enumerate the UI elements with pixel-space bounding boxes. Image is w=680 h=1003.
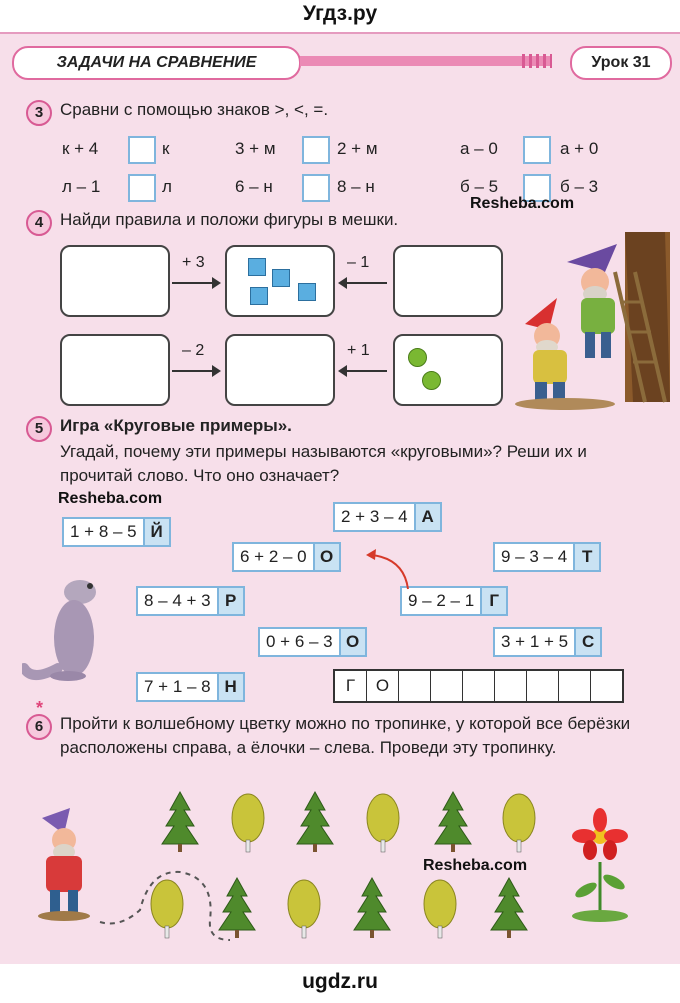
compare-left: 6 – н — [235, 177, 273, 196]
site-title-bottom: ugdz.ru — [302, 970, 378, 993]
example-expression: 6 + 2 – 0 — [240, 547, 307, 566]
compare-right: 8 – н — [337, 177, 375, 196]
compare-sign-box[interactable] — [302, 174, 330, 202]
compare-sign-box[interactable] — [302, 136, 330, 164]
task-5-title: Игра «Круговые примеры». — [60, 416, 292, 435]
answer-cell[interactable]: Г — [335, 671, 367, 701]
watermark: Resheba.com — [58, 490, 163, 507]
example-letter: Г — [480, 588, 506, 614]
task-5-number: 5 — [26, 416, 52, 442]
path-trees-illustration — [30, 790, 660, 950]
compare-right: к — [162, 139, 170, 158]
example-letter: Й — [143, 519, 169, 545]
gnomes-illustration — [505, 232, 670, 412]
example-expression: 8 – 4 + 3 — [144, 591, 211, 610]
bag-with-circles[interactable] — [393, 334, 503, 406]
compare-right: 2 + м — [337, 139, 378, 158]
example-expression: 1 + 8 – 5 — [70, 522, 137, 541]
blue-square — [250, 287, 268, 305]
task-3-text: Сравни с помощью знаков >, <, =. — [60, 100, 329, 119]
example-expression: 7 + 1 – 8 — [144, 677, 211, 696]
example-expression: 9 – 2 – 1 — [408, 591, 475, 610]
compare-left: б – 5 — [460, 177, 499, 196]
answer-cell[interactable] — [495, 671, 527, 701]
arrow-left — [345, 370, 387, 372]
watermark: Resheba.com — [470, 195, 575, 212]
task-4-text: Найди правила и положи фигуры в мешки. — [60, 210, 399, 229]
rule-label: – 1 — [347, 254, 370, 271]
answer-cell[interactable]: О — [367, 671, 399, 701]
arrow-head-icon — [212, 277, 221, 289]
blue-square — [298, 283, 316, 301]
compare-left: а – 0 — [460, 139, 498, 158]
task-6-text: Пройти к волшебному цветку можно по тропинке, у которой все берёзки расположены справа, а ёлочки – слева. Проведи эту тропинку. — [60, 714, 631, 757]
example-expression: 0 + 6 – 3 — [266, 632, 333, 651]
green-circle — [408, 348, 427, 367]
bag-empty[interactable] — [60, 334, 170, 406]
arrow-left — [345, 282, 387, 284]
answer-cell[interactable] — [399, 671, 431, 701]
example-card — [493, 627, 602, 657]
green-circle — [422, 371, 441, 390]
task-4-number: 4 — [26, 210, 52, 236]
rule-label: – 2 — [182, 342, 205, 359]
marten-illustration — [22, 572, 122, 692]
example-card — [493, 542, 601, 572]
task-5-text: Угадай, почему эти примеры называются «круговыми»? Реши их и прочитай слово. Что оно означает? — [60, 442, 587, 485]
compare-sign-box[interactable] — [523, 136, 551, 164]
example-letter: О — [339, 629, 365, 655]
watermark: Resheba.com — [423, 857, 528, 874]
rule-label: + 1 — [347, 342, 370, 359]
blue-square — [248, 258, 266, 276]
arrow-head-icon — [212, 365, 221, 377]
red-arrow-icon — [360, 545, 420, 595]
compare-left: 3 + м — [235, 139, 276, 158]
example-letter: О — [313, 544, 339, 570]
bag-empty[interactable] — [225, 334, 335, 406]
lesson-number: Урок 31 — [570, 46, 672, 80]
arrow-head-icon — [338, 365, 347, 377]
answer-cell[interactable] — [527, 671, 559, 701]
compare-right: а + 0 — [560, 139, 599, 158]
example-card — [136, 586, 245, 616]
task-3-number: 3 — [26, 100, 52, 126]
example-card — [62, 517, 171, 547]
example-letter: Т — [573, 544, 599, 570]
example-letter: А — [414, 504, 440, 530]
example-expression: 9 – 3 – 4 — [501, 547, 568, 566]
answer-grid — [333, 669, 624, 703]
bag-empty[interactable] — [393, 245, 503, 317]
header-band — [300, 56, 550, 66]
site-title-top: Угдз.ру — [302, 2, 378, 25]
example-letter: С — [574, 629, 600, 655]
section-title: ЗАДАЧИ НА СРАВНЕНИЕ — [12, 46, 301, 80]
answer-cell[interactable] — [559, 671, 591, 701]
answer-cell[interactable] — [591, 671, 622, 701]
compare-left: л – 1 — [62, 177, 101, 196]
difficulty-star: * — [36, 698, 44, 718]
example-letter: Н — [217, 674, 243, 700]
arrow-head-icon — [338, 277, 347, 289]
example-card — [258, 627, 367, 657]
compare-sign-box[interactable] — [128, 136, 156, 164]
example-card — [333, 502, 442, 532]
header-stripes — [522, 54, 552, 68]
task-6-number: 6 — [26, 714, 52, 740]
example-card — [232, 542, 341, 572]
answer-cell[interactable] — [431, 671, 463, 701]
compare-left: к + 4 — [62, 139, 99, 158]
example-expression: 2 + 3 – 4 — [341, 507, 408, 526]
compare-right: б – 3 — [560, 177, 599, 196]
answer-cell[interactable] — [463, 671, 495, 701]
bag-empty[interactable] — [60, 245, 170, 317]
compare-sign-box[interactable] — [128, 174, 156, 202]
blue-square — [272, 269, 290, 287]
rule-label: + 3 — [182, 254, 205, 271]
example-letter: Р — [217, 588, 243, 614]
compare-right: л — [162, 177, 172, 196]
example-expression: 3 + 1 + 5 — [501, 632, 569, 651]
example-card — [136, 672, 245, 702]
